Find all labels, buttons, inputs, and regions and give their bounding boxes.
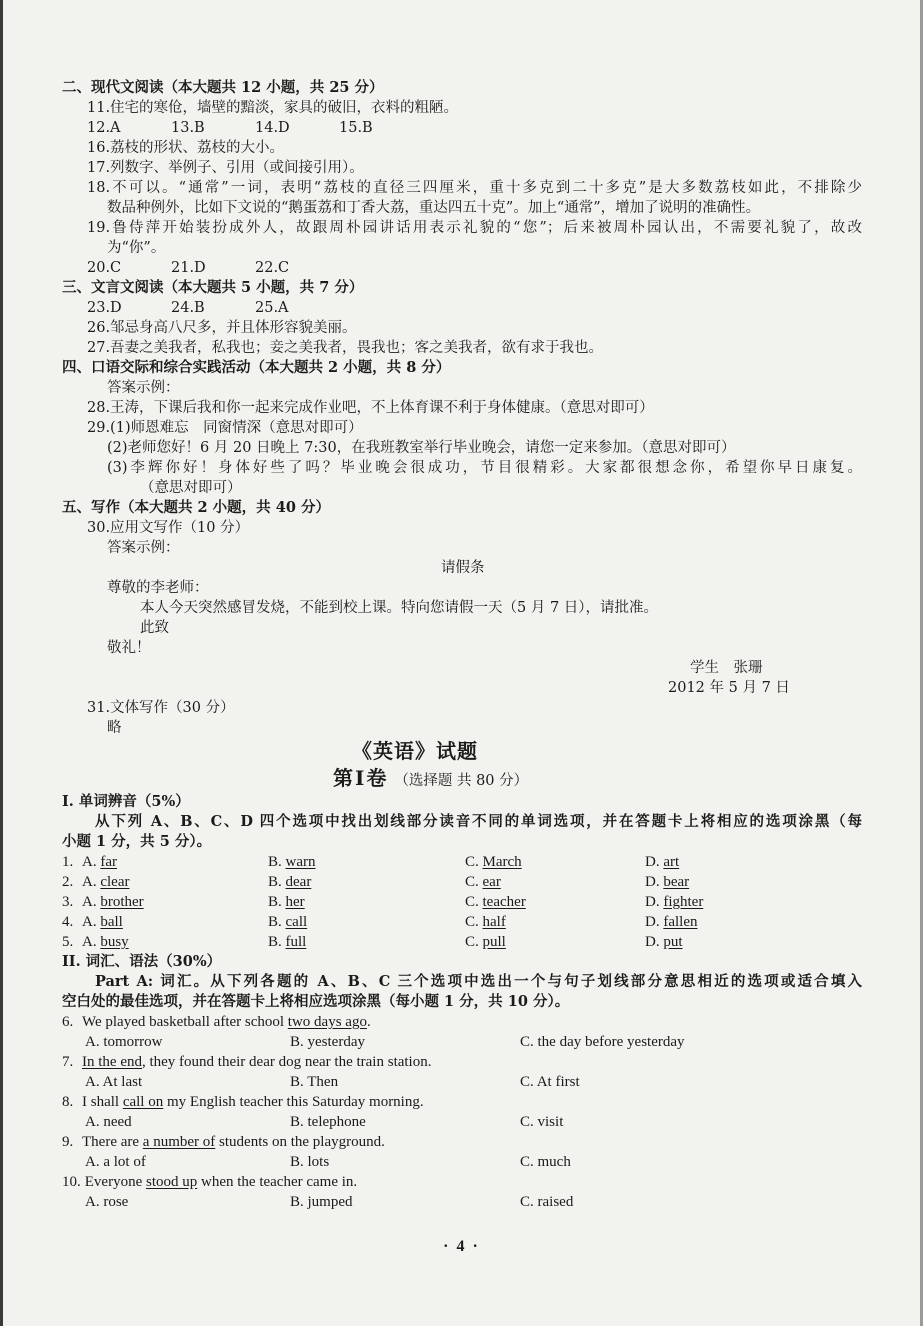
question-number: 6.	[62, 1014, 74, 1030]
option-label: A.	[85, 1074, 100, 1090]
question-number: 7.	[62, 1054, 74, 1070]
option-word: busy	[100, 934, 129, 950]
answer-q22: 22.C	[255, 260, 290, 276]
leave-note-signature: 学生 张珊	[690, 660, 763, 676]
option-c	[520, 1072, 580, 1092]
option-word: art	[663, 854, 680, 870]
section-heading-writing: 五、写作（本大题共 2 小题，共 40 分）	[62, 499, 330, 516]
option-word: bear	[663, 874, 690, 890]
answer-q30-label: 30.应用文写作（10 分）	[87, 520, 250, 536]
option-label: A.	[82, 934, 97, 950]
option-text: lots	[307, 1154, 330, 1170]
answer-row-12-15	[62, 118, 862, 138]
option-word: teacher	[482, 894, 526, 910]
option-word: fighter	[663, 894, 704, 910]
option-d	[645, 892, 703, 912]
sentence-after: , they found their dear dog near the train station.	[141, 1054, 432, 1070]
sentence-before: Everyone	[84, 1174, 146, 1190]
option-word: ear	[482, 874, 501, 890]
option-label: B.	[290, 1114, 304, 1130]
option-c	[465, 932, 645, 952]
answer-q29-part3: (3)李辉你好！身体好些了吗？毕业晚会很成功，节目很精彩。大家都很想念你，希望你早日康复。	[107, 460, 862, 476]
part-one-label: 第Ⅰ卷	[333, 766, 389, 790]
option-word: March	[482, 854, 522, 870]
option-label: A.	[85, 1114, 100, 1130]
option-a	[82, 872, 268, 892]
leave-note-closing-1: 此致	[140, 620, 169, 636]
question-number: 8.	[62, 1094, 74, 1110]
pronunciation-question-2	[62, 872, 862, 892]
section-heading-classical-reading: 三、文言文阅读（本大题共 5 小题，共 7 分）	[62, 279, 364, 296]
answer-q17: 17.列数字、举例子、引用（或间接引用）。	[87, 160, 364, 176]
option-word: pull	[482, 934, 506, 950]
option-b	[268, 912, 465, 932]
pronunciation-question-4	[62, 912, 862, 932]
sentence-before: There are	[82, 1134, 143, 1150]
option-c	[520, 1032, 685, 1052]
option-label: D.	[645, 934, 660, 950]
option-label: B.	[290, 1194, 304, 1210]
sentence-underlined: stood up	[145, 1174, 198, 1190]
answer-q26: 26.邹忌身高八尺多，并且体形容貌美丽。	[87, 320, 357, 336]
option-text: visit	[537, 1114, 564, 1130]
option-b	[268, 872, 465, 892]
page-content	[62, 78, 862, 1212]
answer-q25: 25.A	[255, 300, 289, 316]
option-word: brother	[100, 894, 144, 910]
sentence-underlined: In the end	[82, 1054, 142, 1070]
answer-q14: 14.D	[255, 120, 290, 136]
option-word: clear	[100, 874, 130, 890]
answer-q19-line1: 19.鲁侍萍开始装扮成外人，故跟周朴园讲话用表示礼貌的“您”；后来被周朴园认出，不需要礼貌了，故改	[87, 220, 862, 236]
scan-edge-left	[0, 0, 3, 1326]
option-text: a lot of	[103, 1154, 146, 1170]
answer-q15: 15.B	[339, 120, 373, 136]
answer-q16: 16.荔枝的形状、荔枝的大小。	[87, 140, 285, 156]
answer-q18-line2: 数品种例外，比如下文说的“鹅蛋荔和丁香大荔，重达四五十克”。加上“通常”，增加了说明的准确性。	[107, 200, 761, 216]
option-label: B.	[290, 1034, 304, 1050]
answer-q29-part1: 29.(1)师恩难忘 同窗情深（意思对即可）	[87, 420, 363, 436]
answer-q19-line2: 为“你”。	[107, 240, 166, 256]
part-one-title	[62, 765, 862, 792]
question-number: 2.	[62, 874, 74, 890]
option-a	[85, 1072, 290, 1092]
leave-note-salutation: 尊敬的李老师：	[107, 580, 209, 596]
option-text: At first	[536, 1074, 580, 1090]
answer-q24: 24.B	[171, 300, 205, 316]
option-label: B.	[268, 934, 282, 950]
option-c	[520, 1112, 563, 1132]
option-b	[268, 892, 465, 912]
option-d	[645, 932, 683, 952]
option-label: C.	[465, 874, 479, 890]
option-label: A.	[85, 1154, 100, 1170]
sentence-after: .	[366, 1014, 371, 1030]
option-text: Then	[307, 1074, 339, 1090]
sentence-after: students on the playground.	[215, 1134, 385, 1150]
option-label: C.	[520, 1114, 534, 1130]
option-text: jumped	[307, 1194, 353, 1210]
sample-answer-label: 答案示例：	[107, 380, 180, 396]
vocab-question-8	[62, 1092, 862, 1112]
answer-q31-answer: 略	[107, 720, 122, 736]
vocab-options-7	[62, 1072, 862, 1092]
vocab-options-8	[62, 1112, 862, 1132]
option-label: A.	[82, 854, 97, 870]
option-a	[85, 1032, 290, 1052]
vocabulary-instruction-line1: Part A: 词汇。从下列各题的 A、B、C 三个选项中选出一个与句子划线部分意思相近的选项或适合填入	[95, 973, 862, 990]
vocab-question-9	[62, 1132, 862, 1152]
option-a	[82, 932, 268, 952]
answer-q23: 23.D	[87, 300, 122, 316]
sentence-underlined: a number of	[142, 1134, 216, 1150]
pronunciation-question-1	[62, 852, 862, 872]
option-word: far	[100, 854, 117, 870]
option-a	[82, 912, 268, 932]
answer-q12: 12.A	[87, 120, 121, 136]
vocab-options-6	[62, 1032, 862, 1052]
option-label: C.	[465, 894, 479, 910]
answer-q29-part3-note: （意思对即可）	[140, 480, 242, 496]
option-label: C.	[520, 1034, 534, 1050]
sentence-underlined: call on	[122, 1094, 164, 1110]
answer-q31-label: 31.文体写作（30 分）	[87, 700, 235, 716]
option-label: A.	[82, 914, 97, 930]
answer-q21: 21.D	[171, 260, 206, 276]
option-b	[290, 1032, 520, 1052]
option-label: B.	[268, 874, 282, 890]
option-a	[82, 852, 268, 872]
sentence-before: We played basketball after school	[82, 1014, 288, 1030]
question-number: 4.	[62, 914, 74, 930]
pronunciation-instruction-line2: 小题 1 分，共 5 分）。	[62, 833, 212, 850]
option-label: A.	[85, 1194, 100, 1210]
option-d	[645, 872, 689, 892]
pronunciation-question-3	[62, 892, 862, 912]
question-number: 3.	[62, 894, 74, 910]
question-number: 9.	[62, 1134, 74, 1150]
part-one-subtitle: （选择题 共 80 分）	[394, 773, 529, 789]
option-label: D.	[645, 894, 660, 910]
option-text: telephone	[307, 1114, 366, 1130]
option-d	[645, 852, 679, 872]
option-word: fallen	[663, 914, 698, 930]
vocab-options-9	[62, 1152, 862, 1172]
answer-q20: 20.C	[87, 260, 122, 276]
option-a	[85, 1112, 290, 1132]
option-label: C.	[465, 914, 479, 930]
answer-q27: 27.吾妻之美我者，私我也；妾之美我者，畏我也；客之美我者，欲有求于我也。	[87, 340, 604, 356]
pronunciation-question-5	[62, 932, 862, 952]
section-heading-oral: 四、口语交际和综合实践活动（本大题共 2 小题，共 8 分）	[62, 359, 451, 376]
option-d	[645, 912, 698, 932]
option-text: yesterday	[307, 1034, 365, 1050]
option-label: C.	[465, 934, 479, 950]
answer-q18-line1: 18.不可以。“通常”一词，表明“荔枝的直径三四厘米，重十多克到二十多克”是大多数荔枝如此，不排除少	[87, 180, 862, 196]
section-heading-modern-reading: 二、现代文阅读（本大题共 12 小题，共 25 分）	[62, 79, 384, 96]
section-heading-vocabulary: II. 词汇、语法（30%）	[62, 953, 222, 970]
option-text: At last	[102, 1074, 143, 1090]
sentence-after: when the teacher came in.	[197, 1174, 358, 1190]
question-number: 5.	[62, 934, 74, 950]
leave-note-title: 请假条	[441, 560, 485, 576]
option-word: full	[285, 934, 307, 950]
option-b	[290, 1112, 520, 1132]
option-text: much	[537, 1154, 571, 1170]
option-c	[465, 892, 645, 912]
option-label: C.	[520, 1194, 534, 1210]
vocab-question-6	[62, 1012, 862, 1032]
option-a	[85, 1152, 290, 1172]
answer-q28: 28.王涛，下课后我和你一起来完成作业吧，不上体育课不利于身体健康。（意思对即可）	[87, 400, 654, 416]
vocab-options-10	[62, 1192, 862, 1212]
option-text: the day before yesterday	[537, 1034, 685, 1050]
leave-note-date: 2012 年 5 月 7 日	[668, 680, 790, 696]
option-label: B.	[290, 1154, 304, 1170]
option-b	[290, 1072, 520, 1092]
sentence-after: my English teacher this Saturday morning.	[163, 1094, 424, 1110]
option-label: A.	[82, 874, 97, 890]
sample-answer-label: 答案示例：	[107, 540, 180, 556]
option-b	[290, 1152, 520, 1172]
option-label: C.	[465, 854, 479, 870]
option-label: B.	[268, 894, 282, 910]
option-word: dear	[285, 874, 312, 890]
option-c	[520, 1192, 573, 1212]
page-number: · 4 ·	[443, 1238, 480, 1255]
option-c	[520, 1152, 571, 1172]
answer-q13: 13.B	[171, 120, 205, 136]
option-label: D.	[645, 914, 660, 930]
option-c	[465, 852, 645, 872]
answer-q11: 11.住宅的寒伧，墙壁的黯淡，家具的破旧，衣料的粗陋。	[87, 100, 459, 116]
option-text: raised	[537, 1194, 574, 1210]
option-b	[290, 1192, 520, 1212]
option-text: need	[103, 1114, 132, 1130]
option-label: A.	[85, 1034, 100, 1050]
option-label: B.	[268, 914, 282, 930]
option-a	[85, 1192, 290, 1212]
question-number: 1.	[62, 854, 74, 870]
vocabulary-instruction-line2: 空白处的最佳选项，并在答题卡上将相应选项涂黑（每小题 1 分，共 10 分）。	[62, 993, 570, 1010]
vocab-question-7	[62, 1052, 862, 1072]
option-b	[268, 852, 465, 872]
english-exam-title: 《英语》试题	[352, 739, 478, 763]
vocab-question-10	[62, 1172, 862, 1192]
option-word: half	[482, 914, 506, 930]
option-label: A.	[82, 894, 97, 910]
section-heading-pronunciation: I. 单词辨音（5%）	[62, 793, 190, 810]
option-b	[268, 932, 465, 952]
option-c	[465, 872, 645, 892]
option-word: ball	[100, 914, 123, 930]
answer-row-20-22	[62, 258, 862, 278]
answer-row-23-25	[62, 298, 862, 318]
option-label: B.	[268, 854, 282, 870]
option-label: D.	[645, 854, 660, 870]
option-a	[82, 892, 268, 912]
option-word: her	[285, 894, 305, 910]
leave-note-closing-2: 敬礼！	[107, 640, 151, 656]
pronunciation-instruction-line1: 从下列 A、B、C、D 四个选项中找出划线部分读音不同的单词选项，并在答题卡上将相应的选项涂黑（每	[95, 813, 862, 830]
option-label: C.	[520, 1074, 534, 1090]
question-number: 10.	[62, 1174, 81, 1190]
sentence-before: I shall	[82, 1094, 123, 1110]
option-text: rose	[103, 1194, 129, 1210]
option-label: B.	[290, 1074, 304, 1090]
option-word: warn	[285, 854, 316, 870]
option-c	[465, 912, 645, 932]
option-word: call	[285, 914, 308, 930]
leave-note-body: 本人今天突然感冒发烧，不能到校上课。特向您请假一天（5 月 7 日），请批准。	[140, 600, 659, 616]
sentence-underlined: two days ago	[287, 1014, 367, 1030]
option-text: tomorrow	[103, 1034, 163, 1050]
option-word: put	[663, 934, 683, 950]
option-label: D.	[645, 874, 660, 890]
option-label: C.	[520, 1154, 534, 1170]
answer-q29-part2: (2)老师您好！6 月 20 日晚上 7:30，在我班教室举行毕业晚会，请您一定来参加。（意思对即可）	[107, 440, 736, 456]
